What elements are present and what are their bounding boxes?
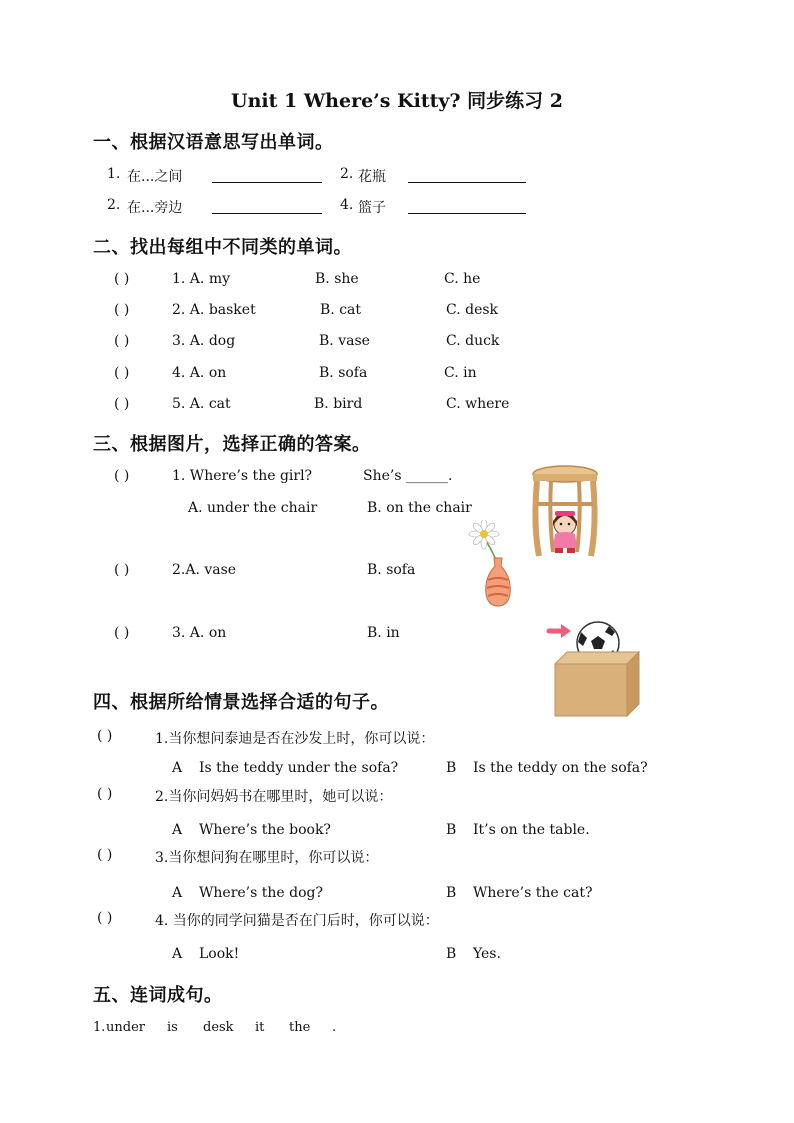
option-b: B. on the chair [367,500,472,516]
option-b-letter: B [446,760,457,776]
option-b-letter: B [446,822,457,838]
option-b-letter: B [446,885,457,901]
ball-on-box-image [545,616,645,718]
question-option-a: 5. A. cat [172,396,231,412]
item-text: 在...旁边 [127,200,183,216]
question-text: 3.当你想问狗在哪里时，你可以说： [155,850,379,866]
answer-sentence: She’s ______. [363,468,453,484]
item-text: 在...之间 [127,169,183,185]
option-c: C. duck [446,333,500,349]
option-b: B. she [315,271,359,287]
option-a: Look! [199,946,240,962]
item-text: 篮子 [358,200,386,216]
answer-paren[interactable]: ( ) [114,302,130,318]
item-number: 2. [340,166,354,182]
scramble-word: is [167,1020,178,1035]
item-number: 4. [340,197,354,213]
answer-paren[interactable]: ( ) [97,847,113,863]
question-option-a: 1. A. my [172,271,231,287]
option-b: B. vase [319,333,370,349]
item-number: 2. [107,197,121,213]
answer-paren[interactable]: ( ) [114,365,130,381]
option-b: B. sofa [367,562,416,578]
answer-paren[interactable]: ( ) [114,271,130,287]
question-text: 1.当你想问泰迪是否在沙发上时，你可以说： [155,731,435,747]
answer-paren[interactable]: ( ) [97,728,113,744]
answer-paren[interactable]: ( ) [114,468,130,484]
item-number: 1. [107,166,121,182]
scramble-word: under [106,1020,145,1035]
option-a-letter: A [172,822,183,838]
option-a: Where’s the book? [199,822,331,838]
option-a: A. under the chair [188,500,318,516]
item-number: 1. [93,1020,106,1035]
option-a: Where’s the dog? [199,885,323,901]
item-text: 花瓶 [358,169,386,185]
question-text: 4. 当你的同学问猫是否在门后时，你可以说： [155,913,439,929]
option-a-letter: A [172,946,183,962]
scramble-word: the [289,1020,311,1035]
section-heading-3: 三、根据图片，选择正确的答案。 [93,434,371,455]
scramble-word: it [255,1020,265,1035]
answer-paren[interactable]: ( ) [97,910,113,926]
question-option-a: 2. A. basket [172,302,256,318]
option-b: B. sofa [319,365,368,381]
answer-paren[interactable]: ( ) [97,786,113,802]
answer-paren[interactable]: ( ) [114,625,130,641]
question-option-a: 3. A. on [172,625,227,641]
option-b: B. in [367,625,400,641]
scramble-word: desk [203,1020,234,1035]
option-b: Yes. [473,946,501,962]
question-option-a: 3. A. dog [172,333,236,349]
option-b: B. bird [314,396,363,412]
option-b: B. cat [320,302,362,318]
section-heading-2: 二、找出每组中不同类的单词。 [93,237,352,258]
girl-under-stool-image [525,464,605,562]
section-heading-1: 一、根据汉语意思写出单词。 [93,132,334,153]
question-option-a: 4. A. on [172,365,227,381]
answer-paren[interactable]: ( ) [114,562,130,578]
option-c: C. in [444,365,477,381]
answer-blank[interactable] [408,213,526,214]
question-text: 1. Where’s the girl? [172,468,313,484]
option-b: It’s on the table. [473,822,590,838]
section-heading-4: 四、根据所给情景选择合适的句子。 [93,692,389,713]
answer-paren[interactable]: ( ) [114,396,130,412]
option-b-letter: B [446,946,457,962]
option-b: Is the teddy on the sofa? [473,760,648,776]
option-a: Is the teddy under the sofa? [199,760,399,776]
section-heading-5: 五、连词成句。 [93,985,223,1006]
scramble-word: . [332,1020,337,1035]
option-c: C. desk [446,302,499,318]
answer-blank[interactable] [212,213,322,214]
option-b: Where’s the cat? [473,885,593,901]
option-a-letter: A [172,760,183,776]
vase-with-flower-image [466,520,518,610]
answer-blank[interactable] [408,182,526,183]
answer-paren[interactable]: ( ) [114,333,130,349]
answer-blank[interactable] [212,182,322,183]
page-title: Unit 1 Where’s Kitty? 同步练习 2 [231,90,563,112]
option-c: C. he [444,271,481,287]
question-option-a: 2.A. vase [172,562,237,578]
option-c: C. where [446,396,510,412]
option-a-letter: A [172,885,183,901]
question-text: 2.当你问妈妈书在哪里时，她可以说： [155,789,393,805]
